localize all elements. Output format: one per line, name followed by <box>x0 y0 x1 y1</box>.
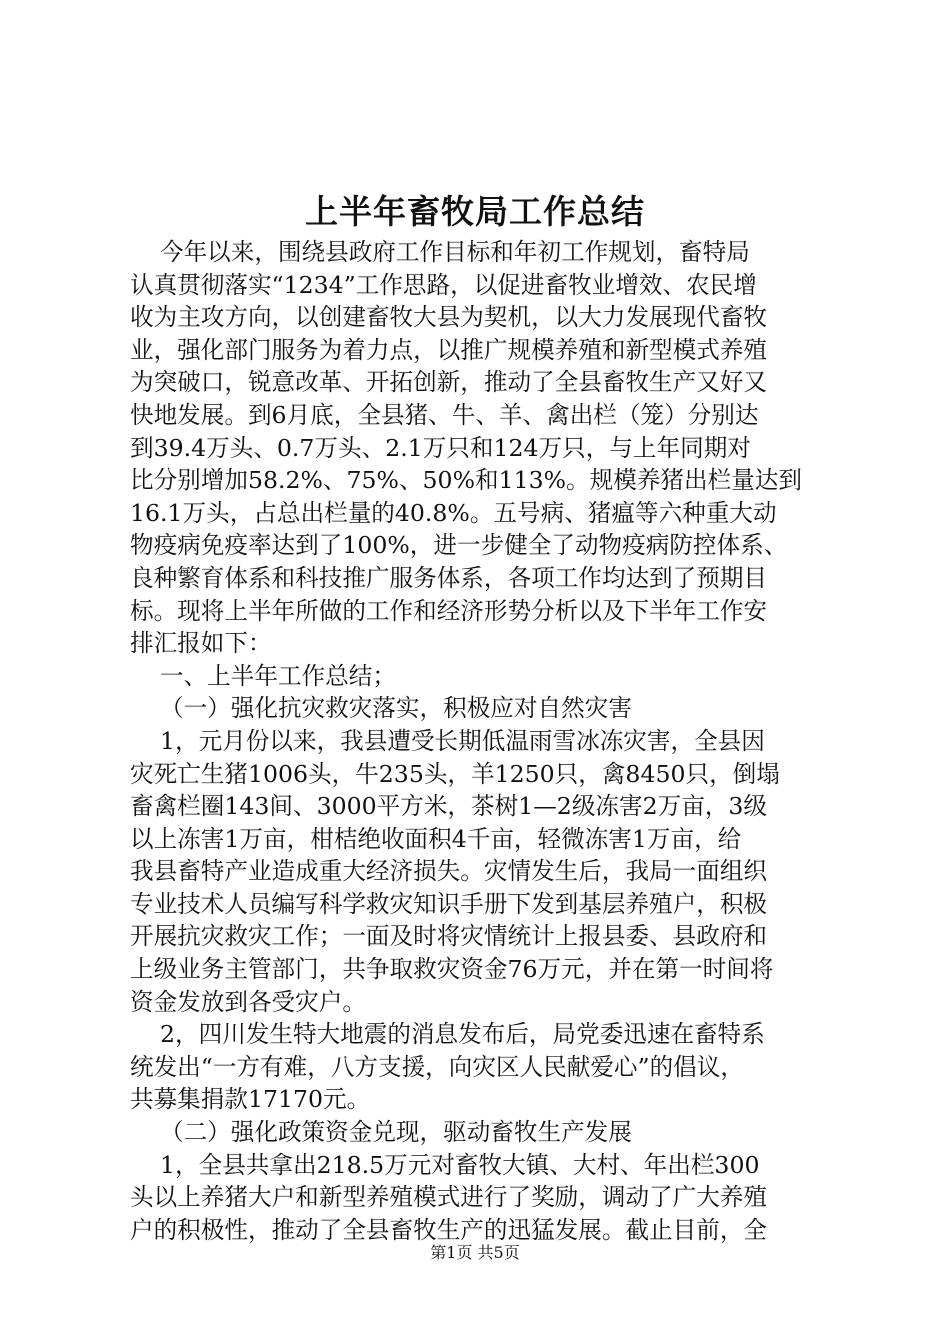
text-line: 1，全县共拿出218.5万元对畜牧大镇、大村、年出栏300 <box>130 1150 760 1179</box>
text-line: 一、上半年工作总结； <box>130 661 396 690</box>
text-line: 户的积极性，推动了全县畜牧生产的迅猛发展。截止目前，全 <box>130 1215 768 1244</box>
page-footer: 第1页 共5页 <box>430 1243 520 1262</box>
text-line: （一）强化抗灾救灾落实，积极应对自然灾害 <box>130 694 632 723</box>
text-line: 标。现将上半年所做的工作和经济形势分析以及下半年工作安 <box>130 596 768 625</box>
text-line: 开展抗灾救灾工作；一面及时将灾情统计上报县委、县政府和 <box>130 922 768 951</box>
text-line: 排汇报如下： <box>130 629 272 658</box>
text-line: 头以上养猪大户和新型养殖模式进行了奖励，调动了广大养殖 <box>130 1183 768 1212</box>
text-line: 16.1万头，占总出栏量的40.8%。五号病、猪瘟等六种重大动 <box>130 498 777 527</box>
text-line: 1，元月份以来，我县遭受长期低温雨雪冰冻灾害，全县因 <box>130 726 765 755</box>
text-line: 专业技术人员编写科学救灾知识手册下发到基层养殖户，积极 <box>130 889 768 918</box>
text-line: 为突破口，锐意改革、开拓创新，推动了全县畜牧生产又好又 <box>130 368 768 397</box>
text-line: 畜禽栏圈143间、3000平方米，茶树1—2级冻害2万亩，3级 <box>130 792 767 821</box>
text-line: 以上冻害1万亩，柑桔绝收面积4千亩，轻微冻害1万亩，给 <box>130 824 742 853</box>
text-line: 上级业务主管部门，共争取救灾资金76万元，并在第一时间将 <box>130 955 774 984</box>
text-line: 今年以来，围绕县政府工作目标和年初工作规划，畜特局 <box>130 238 750 266</box>
text-line: 物疫病免疫率达到了100%，进一步健全了动物疫病防控体系、 <box>130 531 788 560</box>
text-line: 收为主攻方向，以创建畜牧大县为契机，以大力发展现代畜牧 <box>130 303 768 332</box>
text-line: 统发出“一方有难，八方支援，向灾区人民献爱心”的倡议， <box>130 1052 744 1081</box>
text-line: 共募集捐款17170元。 <box>130 1085 371 1114</box>
text-line: 业，强化部门服务为着力点，以推广规模养殖和新型模式养殖 <box>130 335 768 364</box>
document-title: 上半年畜牧局工作总结 <box>305 192 645 231</box>
text-line: 快地发展。到6月底，全县猪、牛、羊、禽出栏（笼）分别达 <box>130 400 759 429</box>
text-line: 灾死亡生猪1006头，牛235头，羊1250只，禽8450只，倒塌 <box>130 759 780 788</box>
text-line: 比分别增加58.2%、75%、50%和113%。规模养猪出栏量达到 <box>130 466 802 495</box>
text-line: （二）强化政策资金兑现，驱动畜牧生产发展 <box>130 1118 632 1147</box>
document-body <box>130 236 830 1246</box>
text-line: 到39.4万头、0.7万头、2.1万只和124万只，与上年同期对 <box>130 433 751 462</box>
text-line: 资金发放到各受灾户。 <box>130 987 366 1016</box>
text-line: 良种繁育体系和科技推广服务体系，各项工作均达到了预期目 <box>130 563 768 592</box>
text-line: 认真贯彻落实“1234”工作思路，以促进畜牧业增效、农民增 <box>130 270 757 299</box>
text-line: 我县畜特产业造成重大经济损失。灾情发生后，我局一面组织 <box>130 857 768 886</box>
text-line: 2，四川发生特大地震的消息发布后，局党委迅速在畜特系 <box>130 1020 765 1049</box>
